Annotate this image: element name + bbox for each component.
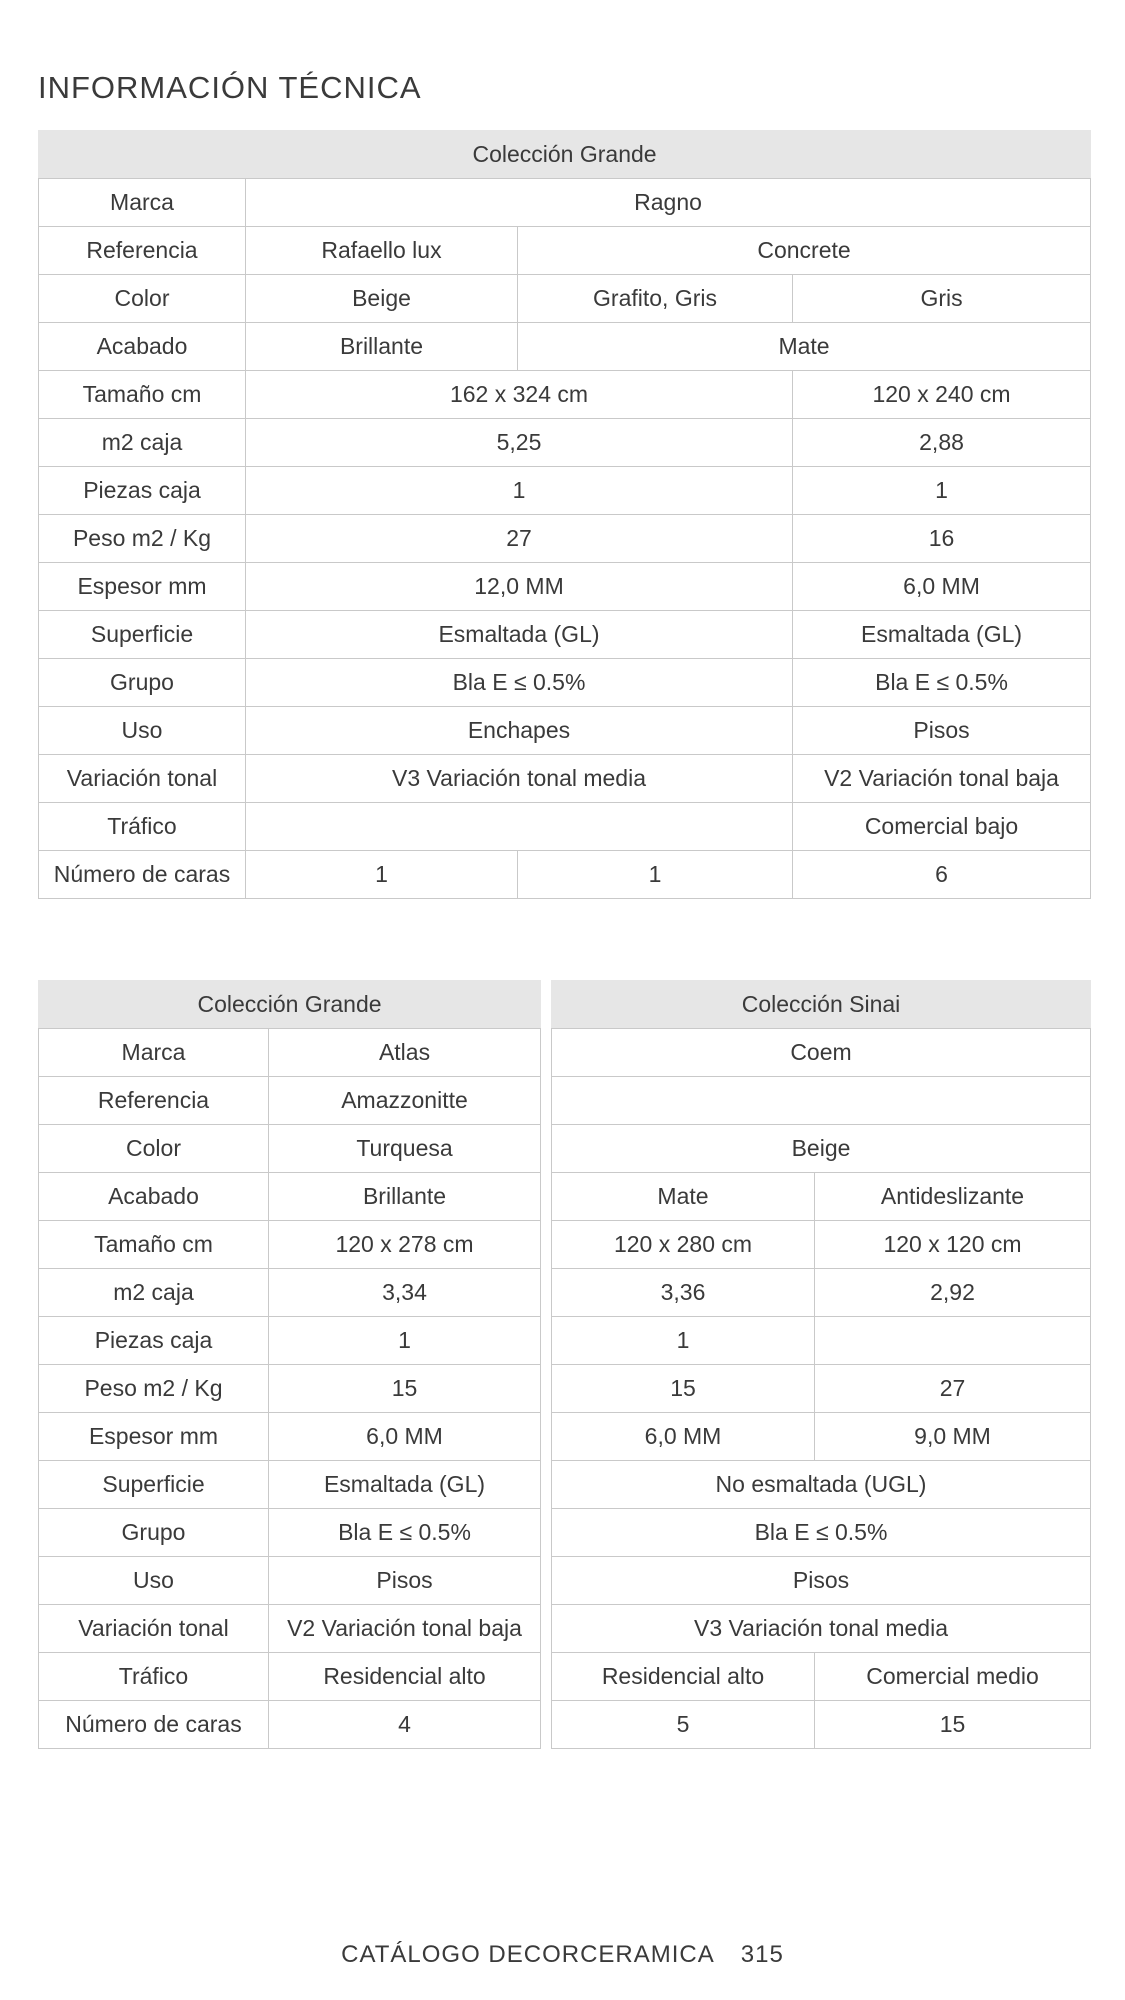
cell-value: 120 x 120 cm	[815, 1221, 1091, 1269]
table-row	[552, 1509, 1091, 1557]
table-row	[39, 275, 1091, 323]
spec-table-coleccion-sinai	[551, 980, 1091, 1749]
row-label: Espesor mm	[39, 1413, 269, 1461]
cell-value: 6	[793, 851, 1091, 899]
row-label: Superficie	[39, 611, 246, 659]
collection-header: Colección Grande	[39, 131, 1091, 179]
cell-value: 1	[269, 1317, 541, 1365]
row-label: Tamaño cm	[39, 371, 246, 419]
table-row	[39, 1077, 541, 1125]
cell-value	[815, 1317, 1091, 1365]
cell-value: Concrete	[518, 227, 1091, 275]
cell-value: Pisos	[269, 1557, 541, 1605]
table-row	[39, 803, 1091, 851]
spec-table-coleccion-grande-ragno	[38, 130, 1091, 899]
cell-value: Pisos	[552, 1557, 1091, 1605]
cell-value: 27	[246, 515, 793, 563]
row-label: Acabado	[39, 1173, 269, 1221]
cell-value: 120 x 240 cm	[793, 371, 1091, 419]
row-label: Variación tonal	[39, 755, 246, 803]
cell-value: 3,34	[269, 1269, 541, 1317]
cell-value: Brillante	[246, 323, 518, 371]
table-row	[552, 1365, 1091, 1413]
table-row	[552, 1413, 1091, 1461]
cell-value: V3 Variación tonal media	[246, 755, 793, 803]
cell-value: Bla E ≤ 0.5%	[793, 659, 1091, 707]
table-row	[39, 1125, 541, 1173]
cell-value: 6,0 MM	[269, 1413, 541, 1461]
table-row	[552, 1461, 1091, 1509]
cell-value: Esmaltada (GL)	[793, 611, 1091, 659]
cell-value: Residencial alto	[552, 1653, 815, 1701]
cell-value: 1	[246, 467, 793, 515]
row-label: Tráfico	[39, 1653, 269, 1701]
table-row	[39, 1605, 541, 1653]
cell-value: No esmaltada (UGL)	[552, 1461, 1091, 1509]
table-row	[39, 515, 1091, 563]
table-row	[39, 1509, 541, 1557]
cell-value: 3,36	[552, 1269, 815, 1317]
table-row	[39, 323, 1091, 371]
table-row	[552, 1221, 1091, 1269]
row-label: Grupo	[39, 659, 246, 707]
cell-value: Brillante	[269, 1173, 541, 1221]
table-row	[39, 1029, 541, 1077]
row-label: Tráfico	[39, 803, 246, 851]
table-row	[39, 1461, 541, 1509]
row-label: Piezas caja	[39, 467, 246, 515]
cell-value: Pisos	[793, 707, 1091, 755]
row-label: Peso m2 / Kg	[39, 1365, 269, 1413]
cell-value: Residencial alto	[269, 1653, 541, 1701]
row-label: Peso m2 / Kg	[39, 515, 246, 563]
table-row	[39, 1701, 541, 1749]
table-row	[552, 1125, 1091, 1173]
cell-value: Mate	[518, 323, 1091, 371]
row-label: Piezas caja	[39, 1317, 269, 1365]
cell-value: V2 Variación tonal baja	[269, 1605, 541, 1653]
cell-value: 2,88	[793, 419, 1091, 467]
row-label: Marca	[39, 1029, 269, 1077]
cell-value: 15	[815, 1701, 1091, 1749]
table-row	[39, 227, 1091, 275]
cell-value: 1	[518, 851, 793, 899]
table-row	[552, 1557, 1091, 1605]
table-row	[552, 1173, 1091, 1221]
cell-value: 1	[246, 851, 518, 899]
table-row	[39, 1365, 541, 1413]
cell-value: 120 x 280 cm	[552, 1221, 815, 1269]
cell-value	[552, 1077, 1091, 1125]
table-header-row	[552, 981, 1091, 1029]
cell-value: Comercial bajo	[793, 803, 1091, 851]
row-label: Acabado	[39, 323, 246, 371]
table-row	[552, 1701, 1091, 1749]
row-label: Número de caras	[39, 851, 246, 899]
cell-value: Coem	[552, 1029, 1091, 1077]
cell-value: Antideslizante	[815, 1173, 1091, 1221]
cell-value: Bla E ≤ 0.5%	[269, 1509, 541, 1557]
cell-value: 1	[552, 1317, 815, 1365]
cell-value: 12,0 MM	[246, 563, 793, 611]
cell-value: 27	[815, 1365, 1091, 1413]
cell-value: Esmaltada (GL)	[269, 1461, 541, 1509]
row-label: Referencia	[39, 227, 246, 275]
row-label: Color	[39, 1125, 269, 1173]
collection-header: Colección Sinai	[552, 981, 1091, 1029]
table-row	[39, 467, 1091, 515]
cell-value: Atlas	[269, 1029, 541, 1077]
cell-value: Turquesa	[269, 1125, 541, 1173]
cell-value: Comercial medio	[815, 1653, 1091, 1701]
cell-value: 9,0 MM	[815, 1413, 1091, 1461]
row-label: Espesor mm	[39, 563, 246, 611]
cell-value: 4	[269, 1701, 541, 1749]
table-row	[552, 1029, 1091, 1077]
table-row	[552, 1077, 1091, 1125]
cell-value: Bla E ≤ 0.5%	[552, 1509, 1091, 1557]
row-label: m2 caja	[39, 1269, 269, 1317]
page-number: 315	[740, 1941, 784, 1968]
table-row	[552, 1269, 1091, 1317]
cell-value: 15	[552, 1365, 815, 1413]
cell-value: V2 Variación tonal baja	[793, 755, 1091, 803]
cell-value: 5,25	[246, 419, 793, 467]
table-row	[39, 755, 1091, 803]
cell-value: Esmaltada (GL)	[246, 611, 793, 659]
row-label: Superficie	[39, 1461, 269, 1509]
table-row	[39, 1653, 541, 1701]
cell-value: 16	[793, 515, 1091, 563]
page-title: INFORMACIÓN TÉCNICA	[38, 70, 422, 105]
table-row	[39, 851, 1091, 899]
table-row	[39, 1557, 541, 1605]
cell-value: Ragno	[246, 179, 1091, 227]
cell-value: 6,0 MM	[793, 563, 1091, 611]
row-label: Tamaño cm	[39, 1221, 269, 1269]
table-row	[39, 1221, 541, 1269]
row-label: m2 caja	[39, 419, 246, 467]
cell-value: Rafaello lux	[246, 227, 518, 275]
table-row	[39, 1317, 541, 1365]
cell-value: Enchapes	[246, 707, 793, 755]
table-row	[39, 371, 1091, 419]
row-label: Marca	[39, 179, 246, 227]
table-header-row	[39, 981, 541, 1029]
row-label: Referencia	[39, 1077, 269, 1125]
cell-value	[246, 803, 793, 851]
table-row	[39, 179, 1091, 227]
cell-value: 5	[552, 1701, 815, 1749]
cell-value: V3 Variación tonal media	[552, 1605, 1091, 1653]
table-row	[39, 419, 1091, 467]
table-row	[552, 1605, 1091, 1653]
cell-value: 2,92	[815, 1269, 1091, 1317]
page-footer	[0, 1941, 1125, 1969]
table-row	[39, 659, 1091, 707]
table-row	[39, 1413, 541, 1461]
row-label: Color	[39, 275, 246, 323]
table-row	[552, 1653, 1091, 1701]
cell-value: Grafito, Gris	[518, 275, 793, 323]
table-row	[552, 1317, 1091, 1365]
cell-value: 6,0 MM	[552, 1413, 815, 1461]
table-row	[39, 611, 1091, 659]
cell-value: Mate	[552, 1173, 815, 1221]
collection-header: Colección Grande	[39, 981, 541, 1029]
cell-value: 15	[269, 1365, 541, 1413]
table-row	[39, 563, 1091, 611]
table-row	[39, 1269, 541, 1317]
row-label: Uso	[39, 707, 246, 755]
cell-value: 120 x 278 cm	[269, 1221, 541, 1269]
cell-value: Beige	[552, 1125, 1091, 1173]
table-row	[39, 707, 1091, 755]
table-header-row	[39, 131, 1091, 179]
cell-value: Gris	[793, 275, 1091, 323]
spec-table-coleccion-grande-atlas	[38, 980, 541, 1749]
cell-value: 162 x 324 cm	[246, 371, 793, 419]
row-label: Grupo	[39, 1509, 269, 1557]
cell-value: Amazzonitte	[269, 1077, 541, 1125]
row-label: Variación tonal	[39, 1605, 269, 1653]
cell-value: 1	[793, 467, 1091, 515]
cell-value: Beige	[246, 275, 518, 323]
catalog-name: CATÁLOGO DECORCERAMICA	[341, 1941, 715, 1968]
row-label: Uso	[39, 1557, 269, 1605]
table-row	[39, 1173, 541, 1221]
cell-value: Bla E ≤ 0.5%	[246, 659, 793, 707]
row-label: Número de caras	[39, 1701, 269, 1749]
